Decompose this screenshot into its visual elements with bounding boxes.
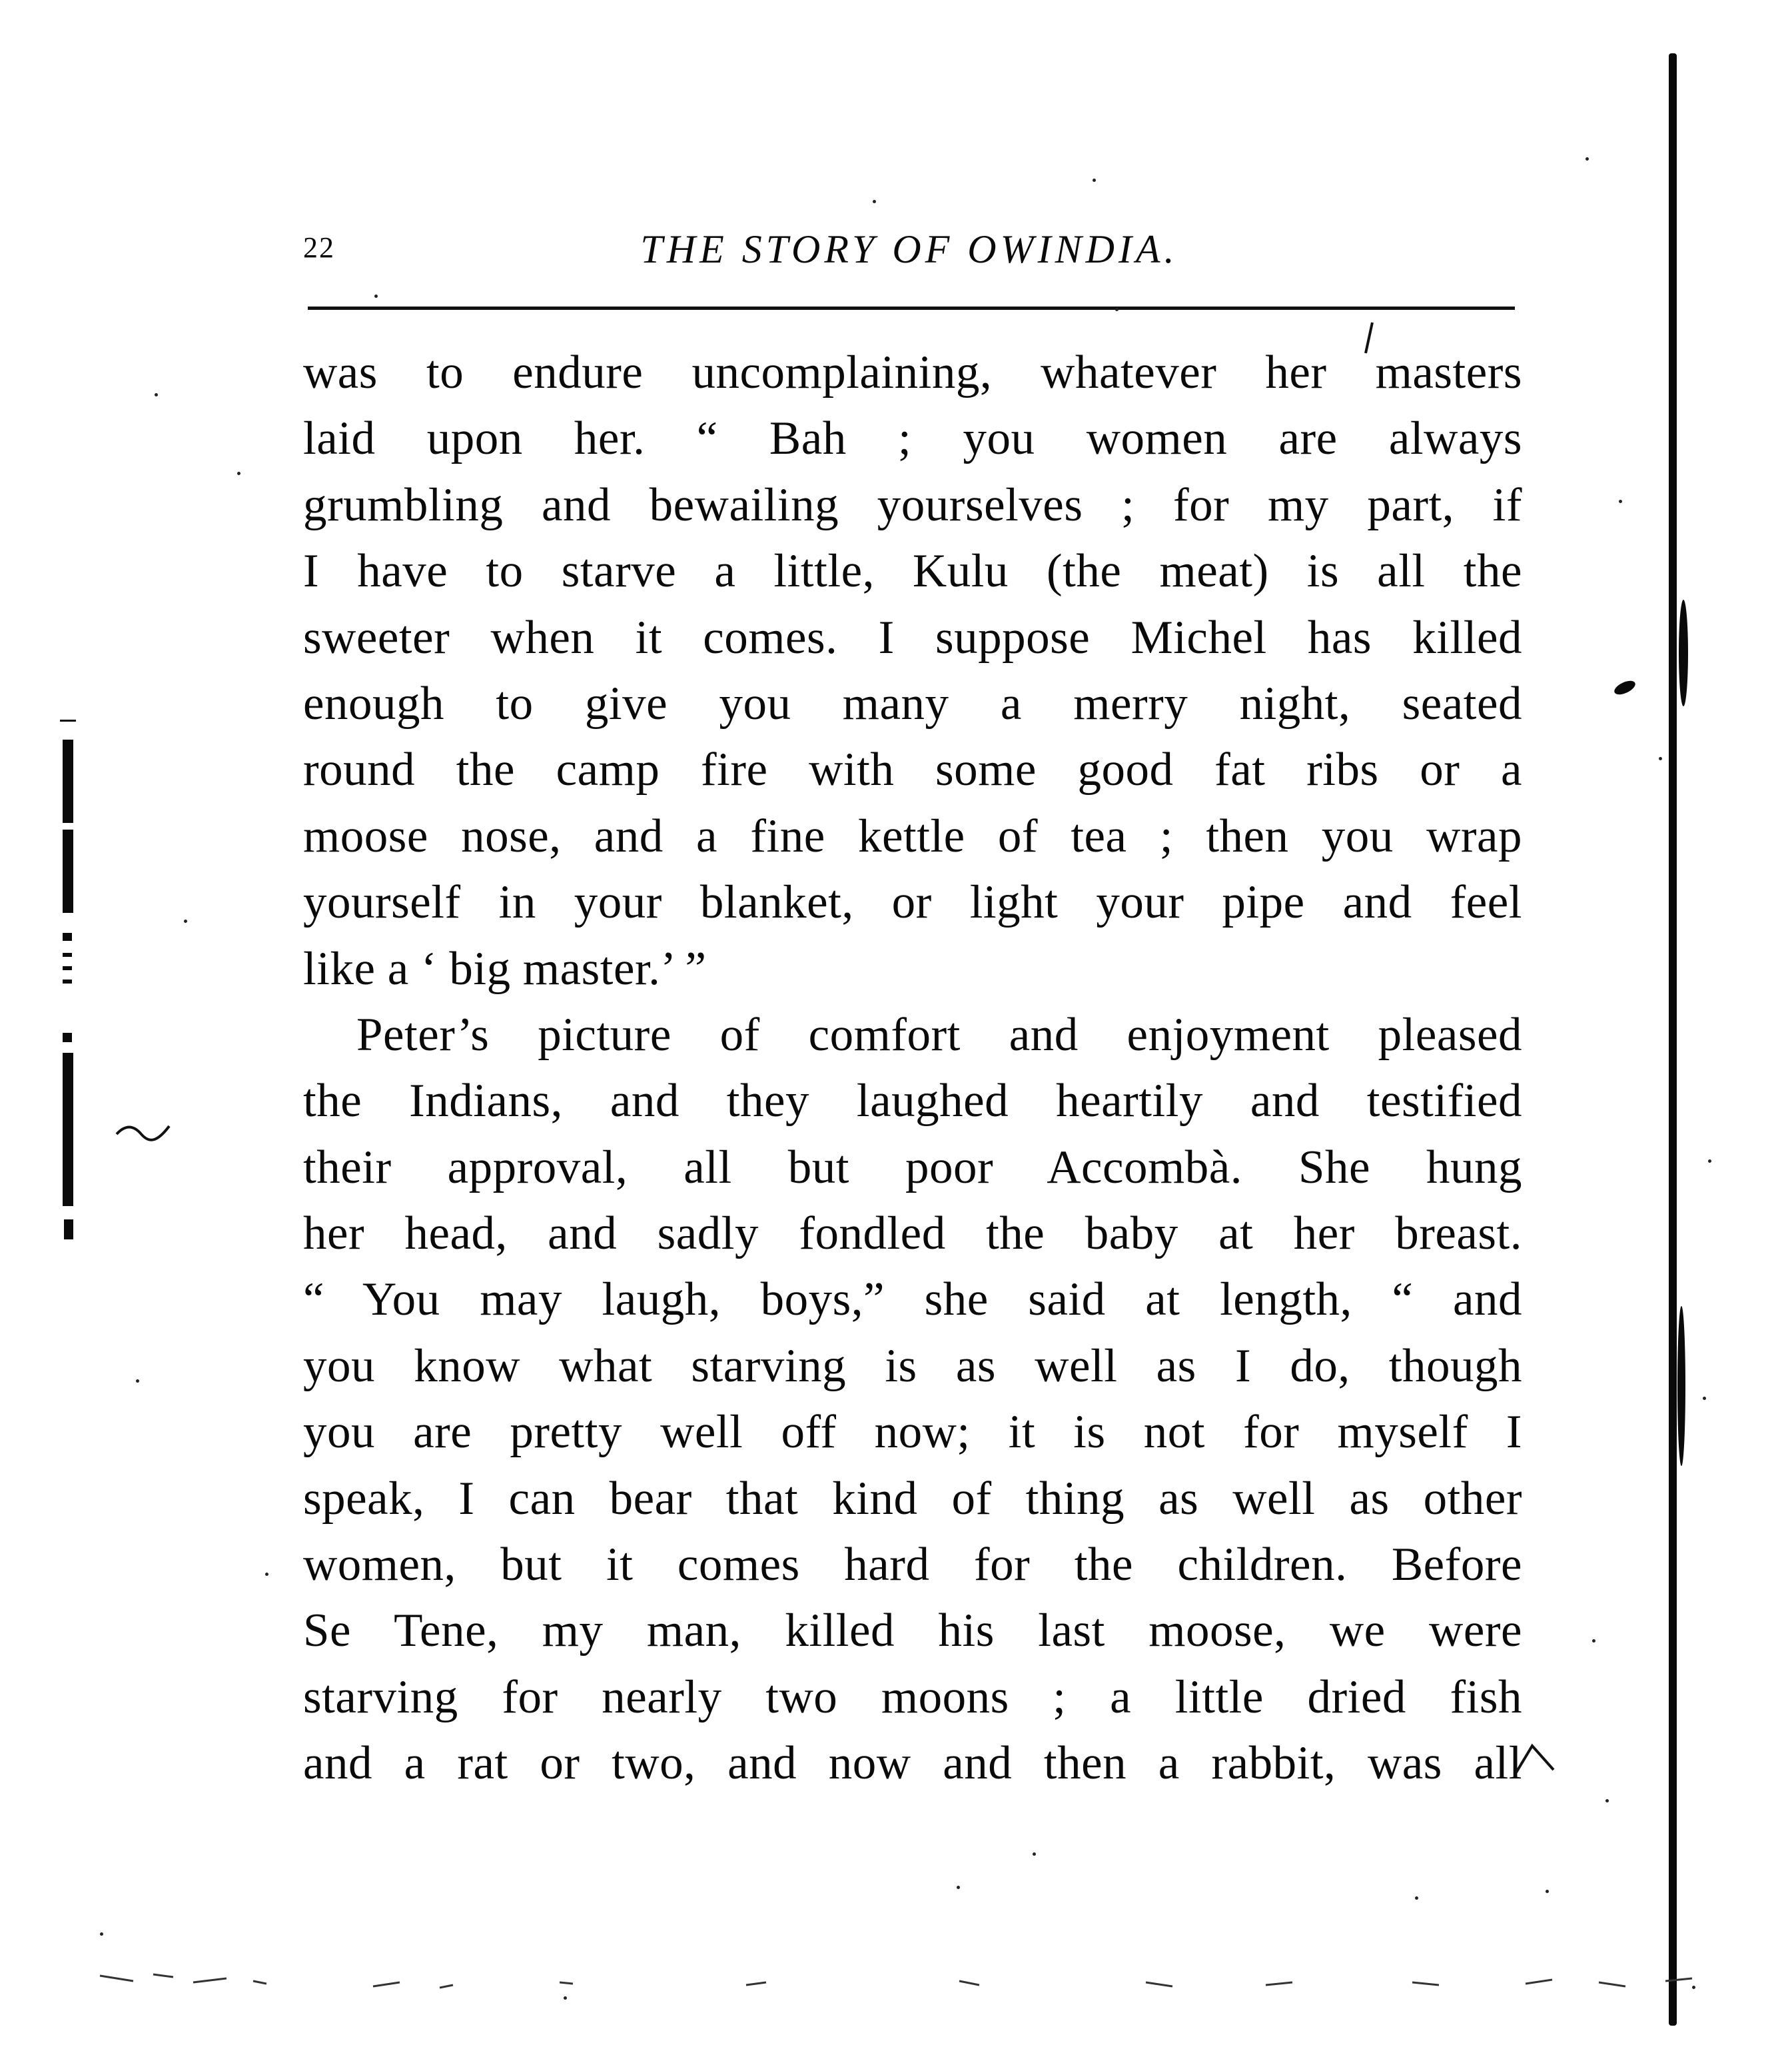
header-rule <box>308 307 1515 310</box>
scan-speck <box>155 393 158 396</box>
text-line: “ You may laugh, boys,” she said at length, “ and <box>303 1273 1522 1326</box>
scan-margin-mark <box>63 980 72 984</box>
scan-tick-mark <box>1512 1739 1559 1779</box>
scan-speck <box>564 1996 567 2000</box>
text-line: you are pretty well off now; it is not for myself I <box>303 1406 1522 1459</box>
scan-speck <box>873 200 876 203</box>
scan-spine-line <box>1669 53 1677 2026</box>
scan-margin-mark <box>64 1219 73 1239</box>
text-line: Se Tene, my man, killed his last moose, we were <box>303 1605 1522 1657</box>
scan-speck <box>1033 1852 1036 1856</box>
text-line: the Indians, and they laughed heartily and testified <box>303 1075 1522 1127</box>
paragraph-start-line: Peter’s picture of comfort and enjoyment pleased <box>356 1008 1522 1061</box>
scan-speck <box>1546 1890 1549 1893</box>
scan-tick-mark <box>1359 320 1379 360</box>
text-line: speak, I can bear that kind of thing as well as other <box>303 1472 1522 1525</box>
text-line: like a ‘ big master.’ ” <box>303 942 707 995</box>
scan-speck <box>1592 1639 1595 1643</box>
text-line: yourself in your blanket, or light your pipe and feel <box>303 876 1522 929</box>
scan-speck <box>1708 1159 1711 1163</box>
scan-speck <box>237 472 240 475</box>
scan-speck <box>1619 500 1622 503</box>
scan-speck <box>1415 1896 1418 1900</box>
scan-speck <box>957 1886 960 1889</box>
scan-bottom-noise <box>93 1962 1725 1996</box>
text-line: starving for nearly two moons ; a little dried fish <box>303 1671 1522 1723</box>
text-line: you know what starving is as well as I do, though <box>303 1339 1522 1392</box>
text-line: sweeter when it comes. I suppose Michel has killed <box>303 611 1522 664</box>
scan-speck <box>184 920 187 923</box>
scan-squiggle <box>113 1119 173 1146</box>
scan-speck <box>1585 157 1589 161</box>
scan-ink-blot <box>1612 678 1637 698</box>
scan-speck <box>1703 1397 1706 1400</box>
text-line: and a rat or two, and now and then a rabbit, was all <box>303 1737 1522 1790</box>
scan-speck <box>1093 179 1096 182</box>
scan-speck <box>1605 1799 1609 1802</box>
scan-speck <box>374 295 378 298</box>
scan-speck <box>136 1379 139 1383</box>
text-line: their approval, all but poor Accombà. She hung <box>303 1141 1522 1193</box>
running-title: THE STORY OF OWINDIA. <box>640 227 1178 271</box>
page-header <box>303 227 1516 273</box>
scan-speck <box>100 1932 103 1936</box>
scan-speck <box>1115 308 1119 311</box>
text-line: was to endure uncomplaining, whatever her masters <box>303 346 1522 398</box>
scan-margin-mark <box>63 953 72 957</box>
text-line: laid upon her. “ Bah ; you women are always <box>303 412 1522 465</box>
text-line: moose nose, and a fine kettle of tea ; then you wrap <box>303 810 1522 862</box>
text-line: grumbling and bewailing yourselves ; for my part, if <box>303 478 1522 531</box>
text-line: I have to starve a little, Kulu (the meat) is all the <box>303 545 1522 598</box>
scan-margin-mark <box>63 1053 73 1206</box>
scan-margin-mark <box>63 1033 72 1042</box>
scan-margin-mark <box>63 830 73 913</box>
body-text <box>303 340 1522 1797</box>
page-number: 22 <box>303 231 335 264</box>
scan-margin-mark <box>63 740 73 823</box>
scan-spine-bump <box>1679 600 1688 706</box>
scan-speck <box>1659 757 1662 760</box>
scan-spine-bump <box>1677 1306 1685 1466</box>
scan-margin-mark <box>63 933 72 941</box>
text-line: her head, and sadly fondled the baby at her breast. <box>303 1207 1522 1260</box>
text-line: round the camp fire with some good fat ribs or a <box>303 744 1522 796</box>
text-line: women, but it comes hard for the children. Before <box>303 1539 1522 1591</box>
scan-speck <box>265 1573 268 1576</box>
scan-margin-mark <box>60 720 76 722</box>
text-line: enough to give you many a merry night, seated <box>303 677 1522 730</box>
scan-margin-mark <box>63 966 72 970</box>
